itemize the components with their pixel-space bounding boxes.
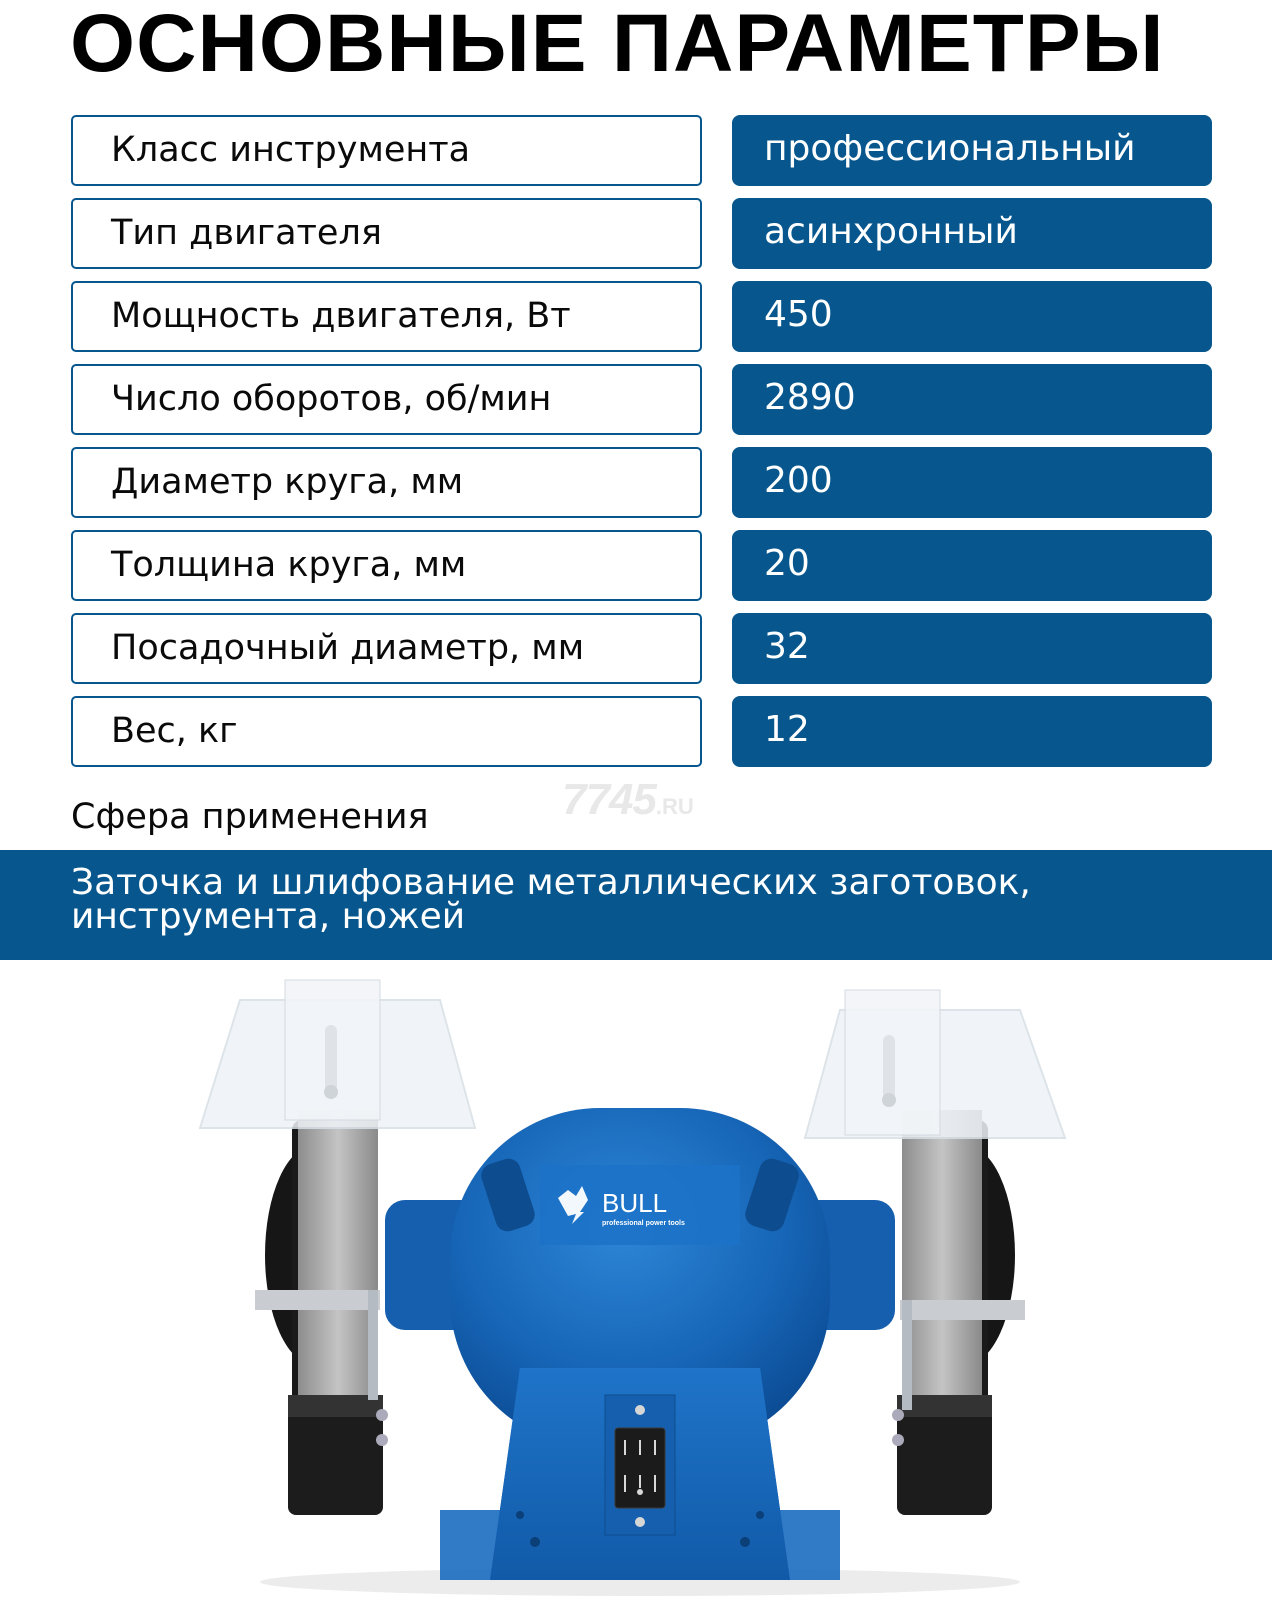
spec-value-box	[732, 281, 1212, 352]
spec-row	[0, 281, 1272, 353]
application-text: Заточка и шлифование металлических заготовок, инструмента, ножей	[71, 862, 1031, 937]
svg-text:professional power tools: professional power tools	[602, 1220, 685, 1227]
spec-label-box	[71, 613, 702, 684]
spec-row	[0, 447, 1272, 519]
spec-label-box	[71, 281, 702, 352]
spec-value: 2890	[764, 377, 856, 418]
spec-value-box	[732, 530, 1212, 601]
spec-label: Толщина круга, мм	[111, 545, 467, 585]
spec-value: 32	[764, 626, 810, 667]
spec-value: профессиональный	[764, 128, 1136, 169]
spec-label: Диаметр круга, мм	[111, 462, 464, 502]
spec-label: Вес, кг	[111, 711, 238, 751]
spec-row	[0, 696, 1272, 768]
spec-value: 450	[764, 294, 833, 335]
spec-row	[0, 364, 1272, 436]
bench-grinder-illustration	[140, 970, 1140, 1600]
spec-label-box	[71, 530, 702, 601]
spec-value-box	[732, 447, 1212, 518]
spec-label-box	[71, 447, 702, 518]
spec-value-box	[732, 198, 1212, 269]
spec-row	[0, 115, 1272, 187]
application-band	[0, 850, 1272, 960]
application-label: Сфера применения	[71, 797, 429, 837]
page-title: ОСНОВНЫЕ ПАРАМЕТРЫ	[70, 0, 1165, 89]
spec-value-box	[732, 115, 1212, 186]
spec-label: Класс инструмента	[111, 130, 471, 170]
spec-label: Тип двигателя	[111, 213, 382, 253]
watermark	[562, 775, 694, 825]
spec-label: Посадочный диаметр, мм	[111, 628, 585, 668]
spec-row	[0, 530, 1272, 602]
spec-value: 12	[764, 709, 810, 750]
spec-label-box	[71, 696, 702, 767]
spec-label: Мощность двигателя, Вт	[111, 296, 571, 336]
spec-value-box	[732, 364, 1212, 435]
spec-value: 20	[764, 543, 810, 584]
spec-row	[0, 198, 1272, 270]
spec-row	[0, 613, 1272, 685]
spec-label-box	[71, 364, 702, 435]
spec-value-box	[732, 613, 1212, 684]
spec-label: Число оборотов, об/мин	[111, 379, 552, 419]
spec-label-box	[71, 198, 702, 269]
spec-label-box	[71, 115, 702, 186]
svg-text:BULL: BULL	[602, 1188, 668, 1218]
spec-value: 200	[764, 460, 833, 501]
watermark-main: 7745	[562, 775, 656, 824]
watermark-suffix: .RU	[655, 794, 694, 819]
spec-value-box	[732, 696, 1212, 767]
spec-value: асинхронный	[764, 211, 1018, 252]
product-image	[140, 970, 1140, 1600]
